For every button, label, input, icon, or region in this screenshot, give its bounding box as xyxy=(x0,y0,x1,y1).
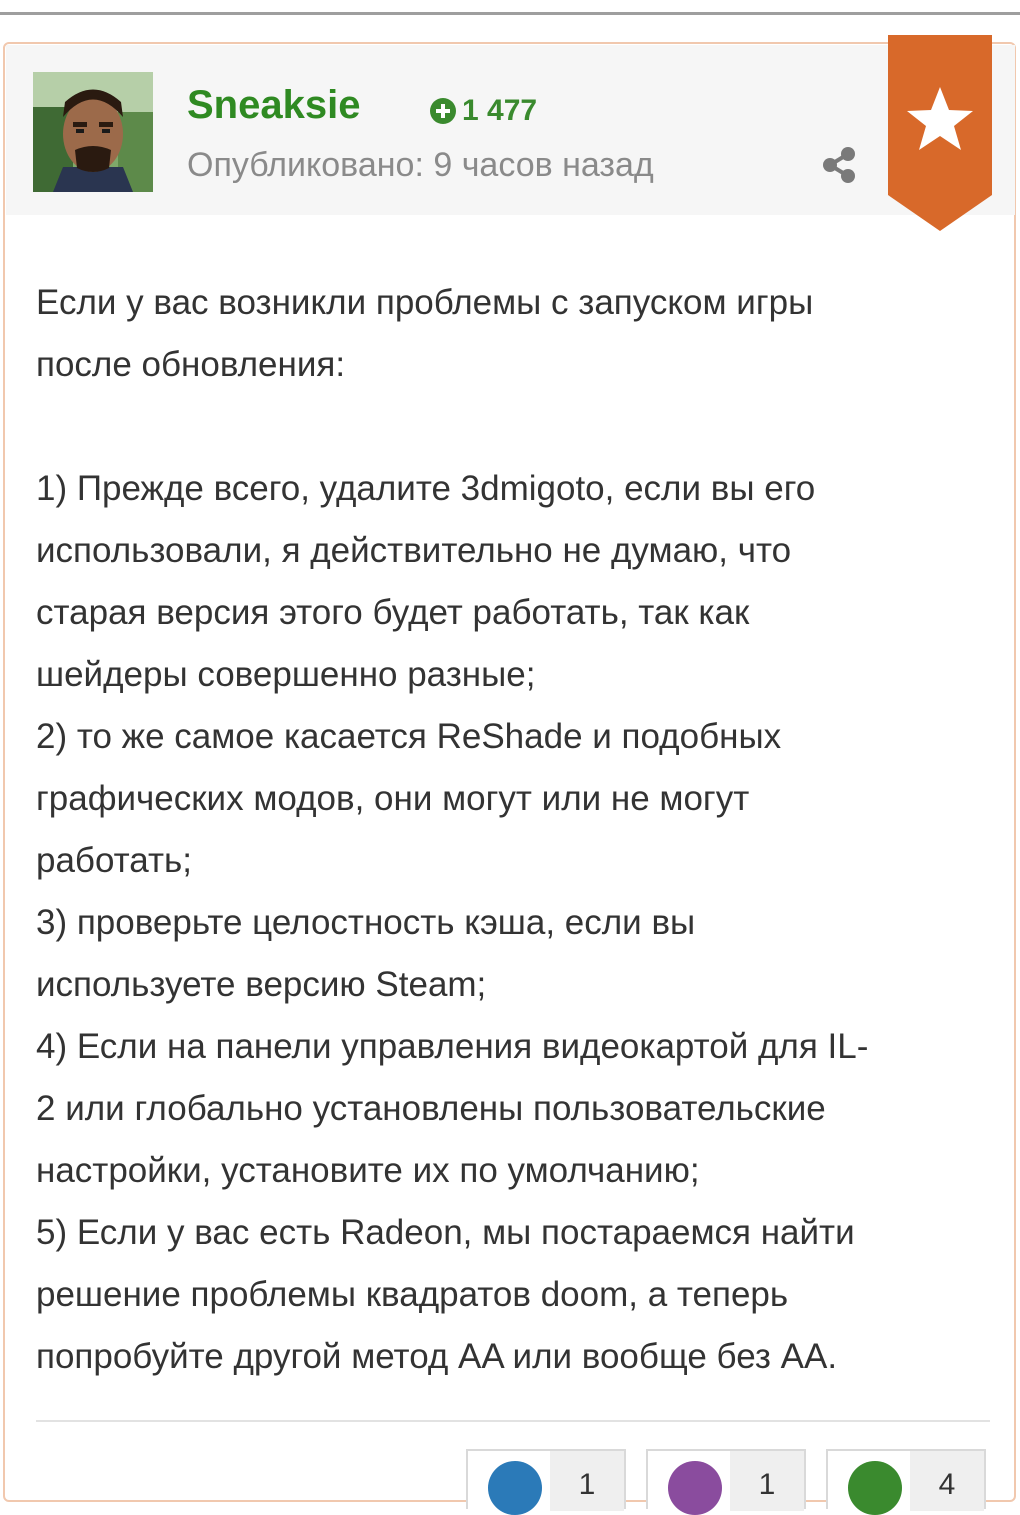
post-content xyxy=(36,272,986,1388)
reaction-upvote[interactable] xyxy=(826,1449,986,1509)
avatar[interactable] xyxy=(33,72,153,192)
step-line: 3) проверьте целостность кэша, если вы xyxy=(36,903,696,942)
step-line: 4) Если на панели управления видеокартой для IL- xyxy=(36,1027,869,1066)
plus-circle-icon xyxy=(430,98,456,124)
top-divider xyxy=(0,12,1020,15)
reputation-count: 1 477 xyxy=(462,94,538,127)
step-line: используете версию Steam; xyxy=(36,965,487,1004)
step-line: попробуйте другой метод AA или вообще без AA. xyxy=(36,1337,838,1376)
reaction-count: 4 xyxy=(938,1468,956,1501)
reaction-thanks[interactable] xyxy=(646,1449,806,1509)
step-line: шейдеры совершенно разные; xyxy=(36,655,536,694)
intro-line: после обновления: xyxy=(36,345,346,384)
author-name[interactable]: Sneaksie xyxy=(187,83,361,127)
step-line: решение проблемы квадратов doom, а теперь xyxy=(36,1275,789,1314)
reputation-badge xyxy=(430,93,537,129)
like-icon xyxy=(488,1461,542,1515)
share-icon[interactable] xyxy=(821,146,857,184)
step-line: 2) то же самое касается ReShade и подобных xyxy=(36,717,782,756)
post-card xyxy=(3,42,1016,1502)
thanks-icon xyxy=(668,1461,722,1515)
reaction-like[interactable] xyxy=(466,1449,626,1509)
bookmark-ribbon[interactable] xyxy=(888,35,992,241)
reaction-count: 1 xyxy=(758,1468,776,1501)
content-divider xyxy=(36,1420,990,1422)
step-line: 1) Прежде всего, удалите 3dmigoto, если вы его xyxy=(36,469,816,508)
reaction-count: 1 xyxy=(578,1468,596,1501)
post-date: Опубликовано: 9 часов назад xyxy=(187,146,654,184)
post-header xyxy=(6,45,1015,215)
step-line: 5) Если у вас есть Radeon, мы постараемся найти xyxy=(36,1213,855,1252)
step-line: настройки, установите их по умолчанию; xyxy=(36,1151,700,1190)
step-line: графических модов, они могут или не могут xyxy=(36,779,750,818)
step-line: старая версия этого будет работать, так как xyxy=(36,593,750,632)
step-line: работать; xyxy=(36,841,192,880)
intro-line: Если у вас возникли проблемы с запуском игры xyxy=(36,283,814,322)
upvote-icon xyxy=(848,1461,902,1515)
step-line: 2 или глобально установлены пользовательские xyxy=(36,1089,826,1128)
step-line: использовали, я действительно не думаю, что xyxy=(36,531,792,570)
